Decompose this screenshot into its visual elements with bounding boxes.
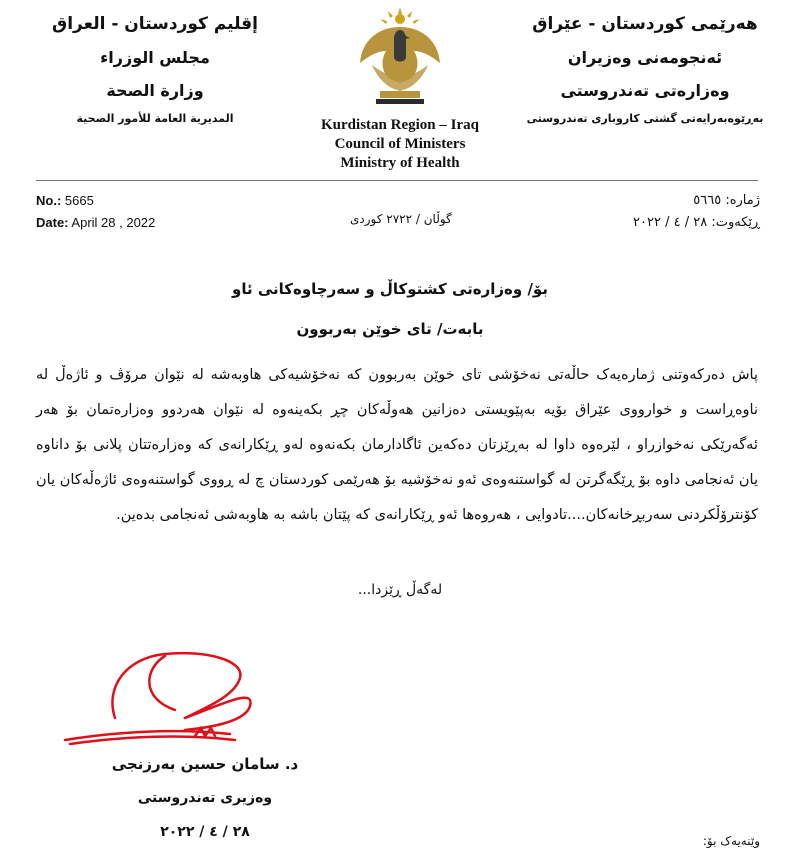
date-label-ku: ڕێکەوت: [711,215,760,230]
arabic-region: إقليم كوردستان - العراق [52,14,258,34]
kurdish-directorate: بەڕێوەبەرایەتی گشتی کاروباری تەندروستی [526,112,764,125]
kurdish-ministry: وەزارەتی تەندروستی [560,81,730,100]
kurdish-header [510,8,780,125]
closing-regards: لەگەڵ ڕێزدا... [357,582,443,598]
date-value-ku: ٢٨ / ٤ / ٢٠٢٢ [633,215,708,230]
kurdistan-eagle-emblem-icon [350,5,450,113]
arabic-council: مجلس الوزراء [100,48,210,67]
no-value: 5665 [64,193,94,208]
signatory-title: وەزیری تەندروستی [137,790,273,806]
english-region: Kurdistan Region – Iraq [321,117,479,133]
date-row-ku [560,212,760,234]
english-ministry: Ministry of Health [340,155,460,171]
kurdish-council: ئەنجومەنی وەزیران [567,48,723,67]
reference-number-row [36,190,155,212]
english-header [300,116,500,173]
date-label: Date: [36,215,69,230]
reference-kurdish [560,190,760,234]
english-council: Council of Ministers [334,136,466,152]
arabic-directorate: المديرية العامة للأمور الصحية [76,112,234,125]
header-divider [36,180,758,181]
handwritten-signature [55,648,315,748]
number-value-ku: ٥٦٦٥ [693,193,722,208]
subject-line: بابەت/ تای خوێن بەربوون [296,320,484,338]
signature-date: ٢٨ / ٤ / ٢٠٢٢ [160,824,250,840]
arabic-header [40,8,270,125]
copy-to-label: وێنەیەک بۆ: [702,834,760,848]
arabic-ministry: وزارة الصحة [106,81,204,100]
number-label-ku: ژمارە: [725,193,760,208]
signatory-name: د. سامان حسین بەرزنجی [111,755,299,773]
letter-body: پاش دەرکەوتنی ژمارەیەک حاڵەتی نەخۆشی تای خوێن بەربوون کە نەخۆشیەکی هاوبەشە لە نێوان مرۆڤ و ئاژەڵ لە ناوەڕاست و خوارووی عێراق بۆیە بەپێویستی دەزانین هەوڵەکان چڕ بکەینەوە لە نێوان هەردوو وەزارەتمان بۆ هەر ئەگەرێکی نەخوازراو ، لێرەوە داوا لە بەڕێزتان دەکەین ئاگادارمان بکەنەوە لەو ڕێکارانەی کە وەزارەتتان پلانی بۆ داناوە یان ئەنجامی داوە بۆ ڕێگەگرتن لە گواستنەوەی ئەو نەخۆشیە بۆ هەرێمی کوردستان چ لە ڕووی گواستنەوەی ئاژەڵەکان یان کۆنترۆڵکردنی سەربڕخانەکان....تادوایی ، هەروەها ئەو ڕێکارانەی کە پێتان باشە بە هاوبەشی ئەنجامی بدەین. [36,367,758,523]
kurdish-calendar-date: گوڵان / ٢٧٢٢ کوردی [350,212,452,226]
reference-english [36,190,155,234]
no-label: No.: [36,193,62,208]
recipient-line: بۆ/ وەزارەتی کشتوکاڵ و سەرچاوەکانی ئاو [232,280,548,298]
kurdish-region: هەرێمی کوردستان - عێراق [532,14,758,34]
number-row-ku [560,190,760,212]
date-row [36,212,155,234]
date-value: April 28 , 2022 [71,215,156,230]
